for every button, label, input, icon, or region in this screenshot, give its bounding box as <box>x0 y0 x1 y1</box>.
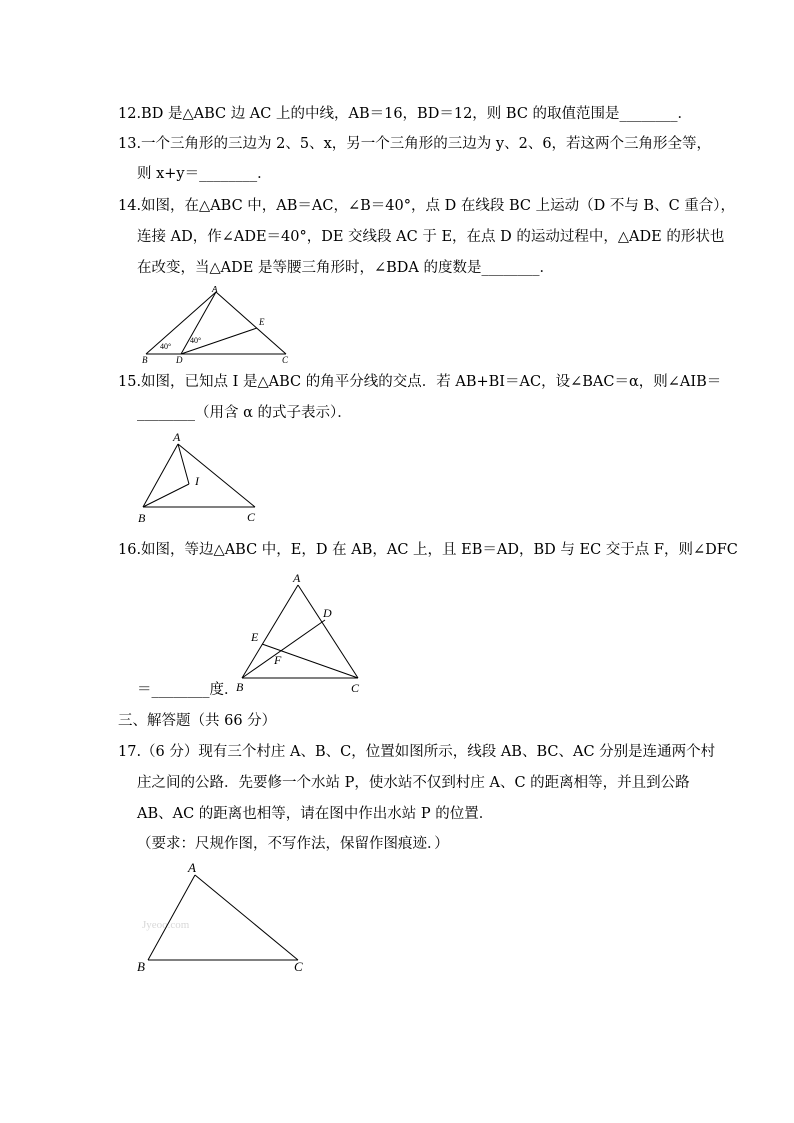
q16-line-1: 16.如图，等边△ABC 中，E，D 在 AB，AC 上，且 EB＝AD，BD 与 EC 交于点 F，则∠DFC <box>118 542 738 558</box>
q16-label-f: F <box>274 653 282 667</box>
q17-label-b: B <box>137 959 145 974</box>
q14-label-d: D <box>176 355 183 365</box>
q15-line-2: ________（用含 α 的式子表示）． <box>137 405 352 421</box>
q14-angle-d: 40° <box>190 336 202 345</box>
q14-line-1: 14.如图，在△ABC 中，AB＝AC，∠B＝40°，点 D 在线段 BC 上运动（D 不与 B、C 重合）， <box>118 198 736 214</box>
section-3-title: 三、解答题（共 66 分） <box>118 713 277 729</box>
q14-figure <box>138 286 298 366</box>
q14-label-b: B <box>142 355 148 365</box>
q14-line-3: 在改变，当△ADE 是等腰三角形时，∠BDA 的度数是________． <box>137 260 554 276</box>
q15-line-1: 15.如图，已知点 I 是△ABC 的角平分线的交点．若 AB+BI＝AC，设∠BAC＝α，则∠AIB＝ <box>118 374 722 390</box>
q16-label-d: D <box>323 606 332 620</box>
q14-label-e: E <box>259 317 265 327</box>
q17-line-1: 17.（6 分）现有三个村庄 A、B、C，位置如图所示，线段 AB、BC、AC 分别是连通两个村 <box>118 744 716 760</box>
q16-figure <box>232 570 372 695</box>
q17-line-3: AB、AC 的距离也相等，请在图中作出水站 P 的位置． <box>137 806 494 822</box>
q13-line-1: 13.一个三角形的三边为 2、5、x，另一个三角形的三边为 y、2、6，若这两个三角形全等， <box>118 136 712 152</box>
q14-label-c: C <box>282 355 289 365</box>
q16-line-2: ＝________度． <box>137 682 239 698</box>
q12-line-1: 12.BD 是△ABC 边 AC 上的中线，AB＝16，BD＝12，则 BC 的取值范围是________． <box>118 106 693 122</box>
q17-line-4: （要求：尺规作图，不写作法，保留作图痕迹．） <box>137 836 449 852</box>
q15-label-a: A <box>173 430 181 444</box>
q17-line-2: 庄之间的公路．先要修一个水站 P，使水站不仅到村庄 A、C 的距离相等，并且到公路 <box>137 775 690 791</box>
q14-angle-b: 40° <box>160 342 172 351</box>
q15-label-c: C <box>247 510 256 524</box>
q16-label-e: E <box>251 630 259 644</box>
q13-line-2: 则 x+y＝________． <box>137 166 272 182</box>
q15-figure <box>130 428 270 528</box>
q14-line-2: 连接 AD，作∠ADE＝40°，DE 交线段 AC 于 E，在点 D 的运动过程中，△ADE 的形状也 <box>137 229 725 245</box>
q15-label-b: B <box>138 511 146 525</box>
q16-label-b: B <box>236 680 244 694</box>
q17-figure <box>132 856 322 976</box>
q17-watermark: Jyeoo.com <box>142 919 190 931</box>
q14-label-a: A <box>212 286 218 294</box>
q17-label-c: C <box>294 959 303 974</box>
q16-label-a: A <box>293 571 301 585</box>
q16-label-c: C <box>351 681 360 695</box>
q15-label-i: I <box>195 474 199 488</box>
q17-label-a: A <box>188 860 196 875</box>
